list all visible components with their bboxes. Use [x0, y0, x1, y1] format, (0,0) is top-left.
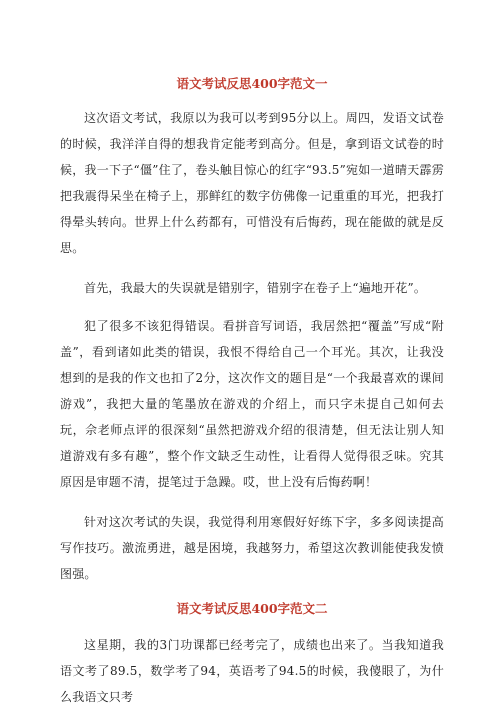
essay-title-1: 语文考试反思400字范文一	[176, 76, 328, 91]
essay-title-2: 语文考试反思400字范文二	[176, 601, 328, 616]
essay1-paragraph-2: 首先，我最大的失误就是错别字，错别字在卷子上“遍地开花”。	[84, 281, 427, 295]
essay1-paragraph-1: 这次语文考试，我原以为我可以考到95分以上。周四，发语文试卷的时候，我洋洋自得的想我肯定能考到高分。但是，拿到语文试卷的时候，我一下子“僵”住了，卷头触目惊心的红字“93.5”宛如一道晴天霹雳把我震得呆坐在椅子上，那鲜红的数字仿佛像一记重重的耳光，把我打得晕头转向。世界上什么药都有，可惜没有后悔药，现在能做的就是反思。	[60, 111, 444, 255]
essay1-paragraph-4: 针对这次考试的失误，我觉得利用寒假好好练下字，多多阅读提高写作技巧。激流勇进，越是困境，我越努力，希望这次教训能使我发愤图强。	[60, 515, 444, 581]
essay2-paragraph-1: 这星期，我的3门功课都已经考完了，成绩也出来了。当我知道我语文考了89.5，数学考了94，英语考了94.5的时候，我傻眼了，为什么我语文只考	[60, 638, 444, 704]
essay1-paragraph-3: 犯了很多不该犯得错误。看拼音写词语，我居然把“覆盖”写成“附盖”，看到诸如此类的错误，我恨不得给自己一个耳光。其次，让我没想到的是我的作文也扣了2分，这次作文的题目是“一个我最喜欢的课间游戏”，我把大量的笔墨放在游戏的介绍上，而只字未提自己如何去玩，佘老师点评的很深刻“虽然把游戏介绍的很清楚，但无法让别人知道游戏有多有趣”，整个作文缺乏生动性，让看得人觉得很乏味。究其原因是审题不清，提笔过于急躁。哎，世上没有后悔药啊！	[60, 319, 444, 489]
